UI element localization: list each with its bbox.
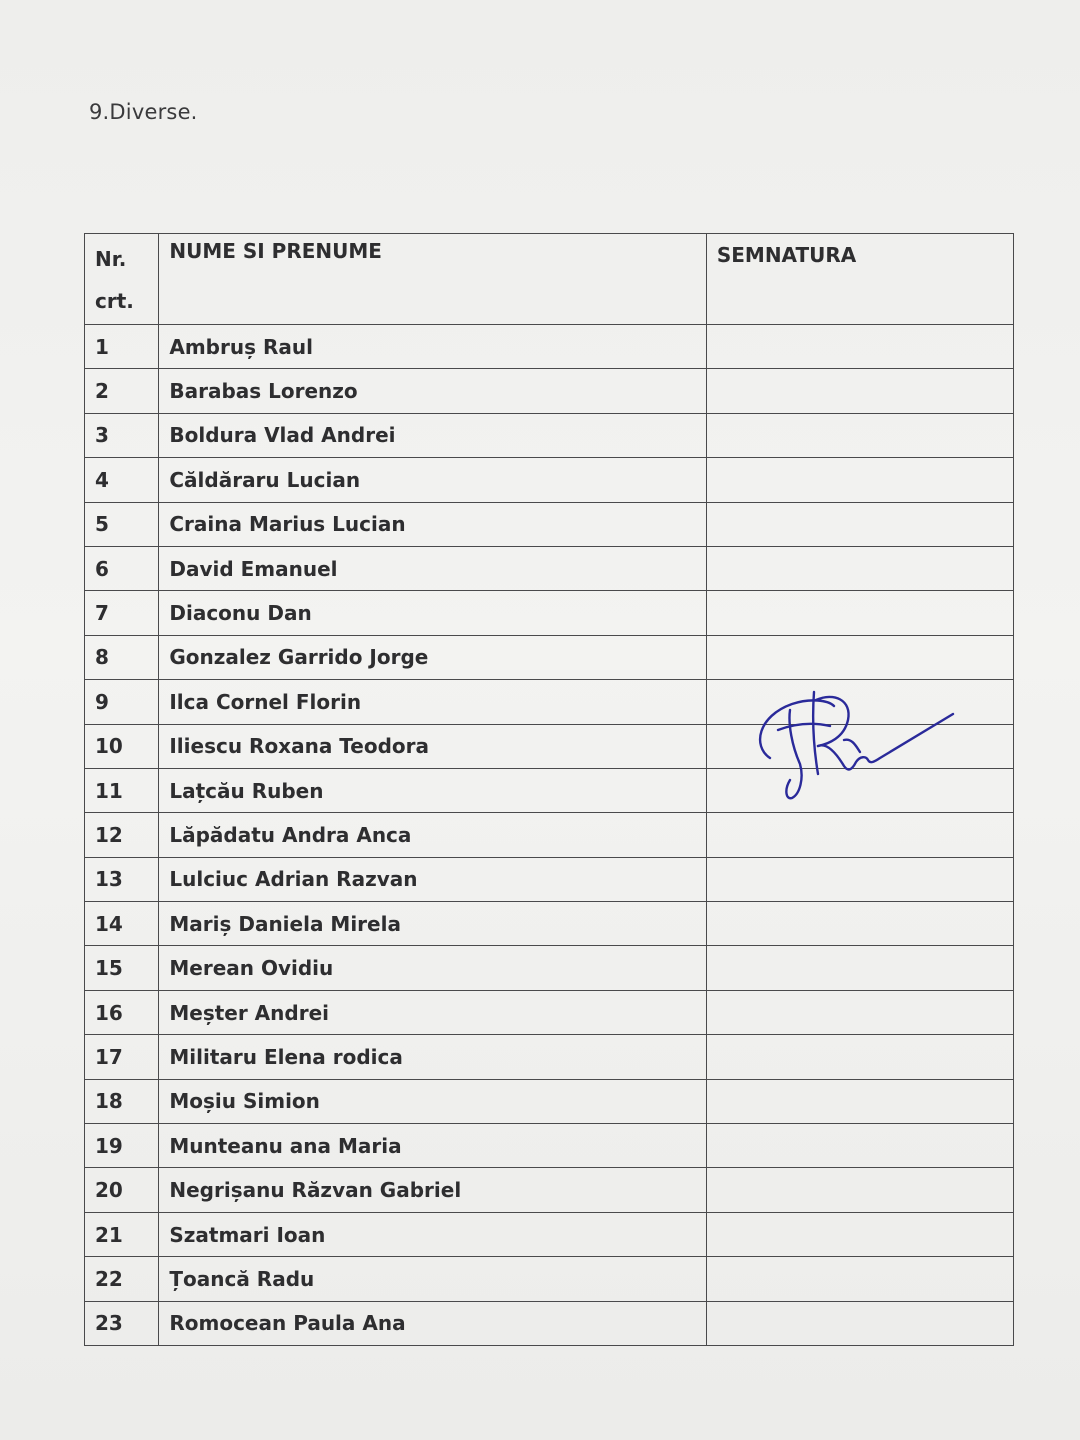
- row-number-cell: 21: [85, 1212, 159, 1256]
- header-name-cell: [159, 234, 706, 325]
- table-row: [85, 1124, 1014, 1168]
- row-number-cell: 1: [85, 325, 159, 369]
- table-row: [85, 724, 1014, 768]
- row-number-cell: 18: [85, 1079, 159, 1123]
- row-number-cell: 3: [85, 413, 159, 457]
- row-name-cell: Barabas Lorenzo: [159, 369, 706, 413]
- row-name-cell: Mariș Daniela Mirela: [159, 902, 706, 946]
- row-signature-cell: [706, 413, 1013, 457]
- row-number-cell: 22: [85, 1257, 159, 1301]
- row-number-cell: 2: [85, 369, 159, 413]
- row-name-cell: Iliescu Roxana Teodora: [159, 724, 706, 768]
- row-name-cell: Szatmari Ioan: [159, 1212, 706, 1256]
- row-signature-cell: [706, 946, 1013, 990]
- table-row: [85, 591, 1014, 635]
- table-row: [85, 1257, 1014, 1301]
- row-name-cell: Merean Ovidiu: [159, 946, 706, 990]
- header-signature-label: SEMNATURA: [716, 243, 857, 267]
- row-name-cell: Craina Marius Lucian: [159, 502, 706, 546]
- header-signature-cell: [706, 234, 1013, 325]
- table-row: [85, 369, 1014, 413]
- row-signature-cell: [706, 369, 1013, 413]
- header-name-label: NUME SI PRENUME: [169, 239, 382, 263]
- row-signature-cell: [706, 591, 1013, 635]
- row-signature-cell: [706, 680, 1013, 724]
- row-signature-cell: [706, 546, 1013, 590]
- table-row: [85, 857, 1014, 901]
- row-name-cell: Meșter Andrei: [159, 990, 706, 1034]
- row-name-cell: Ilca Cornel Florin: [159, 680, 706, 724]
- row-signature-cell: [706, 1168, 1013, 1212]
- row-signature-cell: [706, 458, 1013, 502]
- row-name-cell: Diaconu Dan: [159, 591, 706, 635]
- table-row: [85, 1301, 1014, 1345]
- row-name-cell: Lațcău Ruben: [159, 768, 706, 812]
- row-name-cell: Moșiu Simion: [159, 1079, 706, 1123]
- table-row: [85, 813, 1014, 857]
- row-name-cell: Gonzalez Garrido Jorge: [159, 635, 706, 679]
- row-name-cell: Lulciuc Adrian Razvan: [159, 857, 706, 901]
- table-row: [85, 990, 1014, 1034]
- row-signature-cell: [706, 724, 1013, 768]
- table-row: [85, 458, 1014, 502]
- row-signature-cell: [706, 990, 1013, 1034]
- table-row: [85, 502, 1014, 546]
- header-crt-label: crt.: [95, 289, 134, 313]
- row-number-cell: 23: [85, 1301, 159, 1345]
- row-signature-cell: [706, 813, 1013, 857]
- row-signature-cell: [706, 857, 1013, 901]
- table-row: [85, 768, 1014, 812]
- row-name-cell: Militaru Elena rodica: [159, 1035, 706, 1079]
- row-name-cell: David Emanuel: [159, 546, 706, 590]
- table-row: [85, 413, 1014, 457]
- row-number-cell: 14: [85, 902, 159, 946]
- table-row: [85, 635, 1014, 679]
- row-signature-cell: [706, 1301, 1013, 1345]
- table-row: [85, 1168, 1014, 1212]
- row-name-cell: Țoancă Radu: [159, 1257, 706, 1301]
- row-number-cell: 12: [85, 813, 159, 857]
- row-signature-cell: [706, 1079, 1013, 1123]
- table-header-row: [85, 234, 1014, 325]
- row-name-cell: Ambruș Raul: [159, 325, 706, 369]
- row-signature-cell: [706, 1124, 1013, 1168]
- row-signature-cell: [706, 1257, 1013, 1301]
- row-signature-cell: [706, 502, 1013, 546]
- row-number-cell: 17: [85, 1035, 159, 1079]
- row-signature-cell: [706, 1035, 1013, 1079]
- row-name-cell: Boldura Vlad Andrei: [159, 413, 706, 457]
- row-signature-cell: [706, 768, 1013, 812]
- row-signature-cell: [706, 902, 1013, 946]
- row-signature-cell: [706, 635, 1013, 679]
- row-signature-cell: [706, 325, 1013, 369]
- row-number-cell: 15: [85, 946, 159, 990]
- table-row: [85, 680, 1014, 724]
- row-name-cell: Negrișanu Răzvan Gabriel: [159, 1168, 706, 1212]
- attendance-table: [84, 233, 1014, 1346]
- header-nr-cell: [85, 234, 159, 325]
- table-row: [85, 546, 1014, 590]
- row-number-cell: 9: [85, 680, 159, 724]
- section-heading: 9.Diverse.: [89, 100, 198, 124]
- row-number-cell: 8: [85, 635, 159, 679]
- table-row: [85, 946, 1014, 990]
- row-name-cell: Romocean Paula Ana: [159, 1301, 706, 1345]
- row-name-cell: Căldăraru Lucian: [159, 458, 706, 502]
- row-number-cell: 10: [85, 724, 159, 768]
- row-number-cell: 11: [85, 768, 159, 812]
- row-number-cell: 16: [85, 990, 159, 1034]
- row-number-cell: 19: [85, 1124, 159, 1168]
- row-signature-cell: [706, 1212, 1013, 1256]
- table-row: [85, 1079, 1014, 1123]
- row-number-cell: 5: [85, 502, 159, 546]
- header-nr-label: Nr.: [95, 247, 127, 271]
- row-number-cell: 20: [85, 1168, 159, 1212]
- table-row: [85, 325, 1014, 369]
- table-row: [85, 1035, 1014, 1079]
- row-name-cell: Lăpădatu Andra Anca: [159, 813, 706, 857]
- row-number-cell: 6: [85, 546, 159, 590]
- row-name-cell: Munteanu ana Maria: [159, 1124, 706, 1168]
- row-number-cell: 4: [85, 458, 159, 502]
- table-row: [85, 902, 1014, 946]
- row-number-cell: 13: [85, 857, 159, 901]
- row-number-cell: 7: [85, 591, 159, 635]
- table-row: [85, 1212, 1014, 1256]
